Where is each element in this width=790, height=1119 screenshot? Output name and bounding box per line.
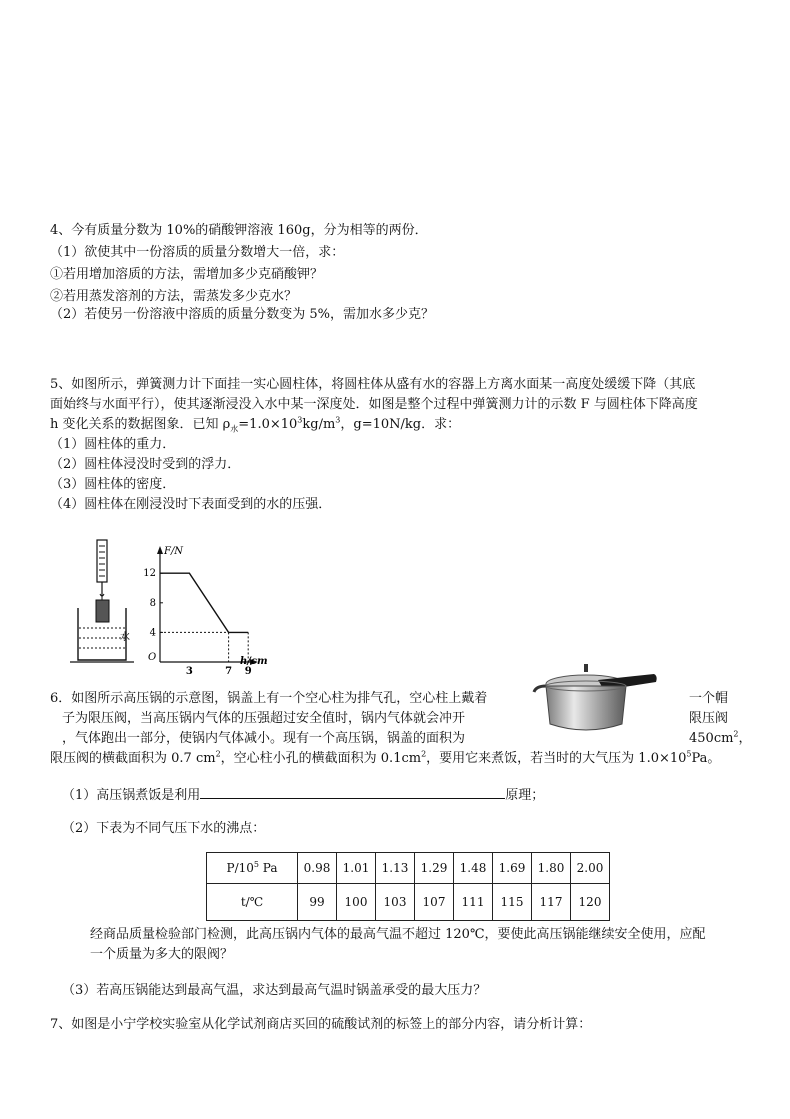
q6-line3: ，气体跑出一部分，使锅内气体减小。现有一个高压锅，锅盖的面积为 (62, 731, 466, 746)
q5-sub1: （1）圆柱体的重力． (50, 437, 176, 452)
q6-line4-a: 限压阀的横截面积为 0.7 cm (50, 751, 216, 766)
table-cell: 0.98 (298, 853, 337, 884)
table-cell: 99 (298, 884, 337, 921)
q5-sub4: （4）圆柱体在刚浸没时下表面受到的水的压强． (50, 497, 332, 512)
q4-stem: 4、今有质量分数为 10%的硝酸钾溶液 160g，分为相等的两份． (50, 223, 428, 238)
q6-line4-b: ，空心柱小孔的横截面积为 0.1cm (220, 751, 422, 766)
table-cell: 100 (337, 884, 376, 921)
q6-lid-area-exp: 2 (733, 729, 739, 739)
table-cell: 1.01 (337, 853, 376, 884)
q4-part1: （1）欲使其中一份溶质的质量分数增大一倍，求： (50, 245, 345, 260)
graph-origin: O (148, 652, 157, 663)
q6-line2: 子为限压阀，当高压锅内气体的压强超过安全值时，锅内气体就会冲开 (62, 711, 466, 726)
table-cell: 115 (493, 884, 532, 921)
pressure-header-b: Pa (258, 861, 278, 875)
q6-l4-exp3: 5 (686, 749, 692, 759)
q6-part1 (62, 786, 544, 805)
q5-sub2: （2）圆柱体浸没时受到的浮力． (50, 457, 241, 472)
q6-line1: 6．如图所示高压锅的示意图，锅盖上有一个空心柱为排气孔，空心柱上戴着 (50, 691, 488, 706)
q6-part3: （3）若高压锅能达到最高气温，求达到最高气温时锅盖承受的最大压力？ (62, 983, 487, 998)
q4-part2: （2）若使另一份溶液中溶质的质量分数变为 5%，需加水多少克？ (50, 307, 435, 322)
y-tick-label: 8 (149, 597, 156, 609)
table-cell: 107 (415, 884, 454, 921)
table-cell: 2.00 (571, 853, 610, 884)
q6-part2: （2）下表为不同气压下水的沸点： (62, 821, 266, 836)
q5-figure (60, 538, 275, 677)
y-tick-label: 4 (149, 627, 156, 639)
q4-part1b: ②若用蒸发溶剂的方法，需蒸发多少克水？ (50, 289, 298, 304)
q6-lid-comma: ， (738, 731, 752, 746)
x-tick-label: 7 (225, 666, 233, 677)
table-cell: 103 (376, 884, 415, 921)
q6-line4-d: Pa。 (691, 751, 721, 766)
table-header-temp: t/℃ (207, 884, 298, 921)
table-cell: 1.80 (532, 853, 571, 884)
q7-stem: 7、如图是小宁学校实验室从化学试剂商店买回的硫酸试剂的标签上的部分内容，请分析计算： (50, 1017, 592, 1032)
q6-l4-exp1: 2 (215, 749, 221, 759)
q5-exp2: 3 (335, 415, 341, 425)
table-row (207, 884, 610, 921)
pressure-cooker-icon (528, 662, 660, 736)
q6-note1: 经商品质量检验部门检测，此高压锅内气体的最高气温不超过 120℃，要使此高压锅能继续安全使用，应配 (90, 927, 706, 942)
q6-l4-exp2: 2 (421, 749, 427, 759)
graph-axes (157, 546, 258, 665)
table-cell: 1.48 (454, 853, 493, 884)
y-tick-label: 12 (143, 568, 156, 580)
table-cell: 117 (532, 884, 571, 921)
table-cell: 1.13 (376, 853, 415, 884)
series-line (160, 573, 248, 632)
q5-line3-a: h 变化关系的数据图象．已知 ρ (50, 417, 231, 432)
x-tick-label: 9 (244, 666, 252, 677)
q5-line1: 5、如图所示，弹簧测力计下面挂一实心圆柱体，将圆柱体从盛有水的容器上方离水面某一高度处缓缓下降（其底 (50, 377, 696, 392)
table-cell: 1.69 (493, 853, 532, 884)
table-row (207, 853, 610, 884)
q6-line3-right (689, 730, 752, 748)
q6-line1-right: 一个帽 (689, 691, 729, 706)
q4-part1a: ①若用增加溶质的方法，需增加多少克硝酸钾？ (50, 267, 324, 282)
q5-line2: 面始终与水面平行），使其逐渐浸没入水中某一深度处．如图是整个过程中弹簧测力计的示数 F 与圆柱体下降高度 (50, 397, 698, 412)
q6-part1-a: （1）高压锅煮饭是利用 (62, 788, 201, 803)
q6-note2: 一个质量为多大的限阀？ (90, 947, 234, 962)
graph-xlabel: h/cm (240, 656, 268, 667)
q6-line2-right: 限压阀 (689, 711, 729, 726)
q5-line3 (50, 416, 460, 434)
q5-line3-c: kg/m (302, 417, 336, 432)
table-header-pressure (207, 853, 298, 884)
q5-line3-d: ，g=10N/kg．求： (340, 417, 461, 432)
q5-sub3: （3）圆柱体的密度． (50, 477, 176, 492)
cylinder-icon (96, 596, 109, 622)
table-cell: 120 (571, 884, 610, 921)
q5-exp1: 3 (297, 415, 303, 425)
q6-line4 (50, 750, 720, 768)
q5-rho-sub: 水 (230, 424, 239, 434)
pressure-header-exp: 5 (253, 860, 259, 869)
q6-lid-area: 450cm (689, 731, 734, 746)
table-cell: 111 (454, 884, 493, 921)
table-cell: 1.29 (415, 853, 454, 884)
q5-line3-b: =1.0×10 (238, 417, 298, 432)
q6-part1-b: 原理； (505, 788, 545, 803)
pressure-header-a: P/10 (226, 861, 254, 875)
boiling-point-table (206, 852, 610, 921)
x-tick-label: 3 (185, 666, 193, 677)
q6-line4-c: ，要用它来煮饭，若当时的大气压为 1.0×10 (426, 751, 687, 766)
spring-scale-icon (97, 540, 107, 596)
graph-ylabel: F/N (164, 546, 184, 557)
answer-blank[interactable] (200, 786, 505, 799)
water-label: 水 (120, 632, 130, 643)
